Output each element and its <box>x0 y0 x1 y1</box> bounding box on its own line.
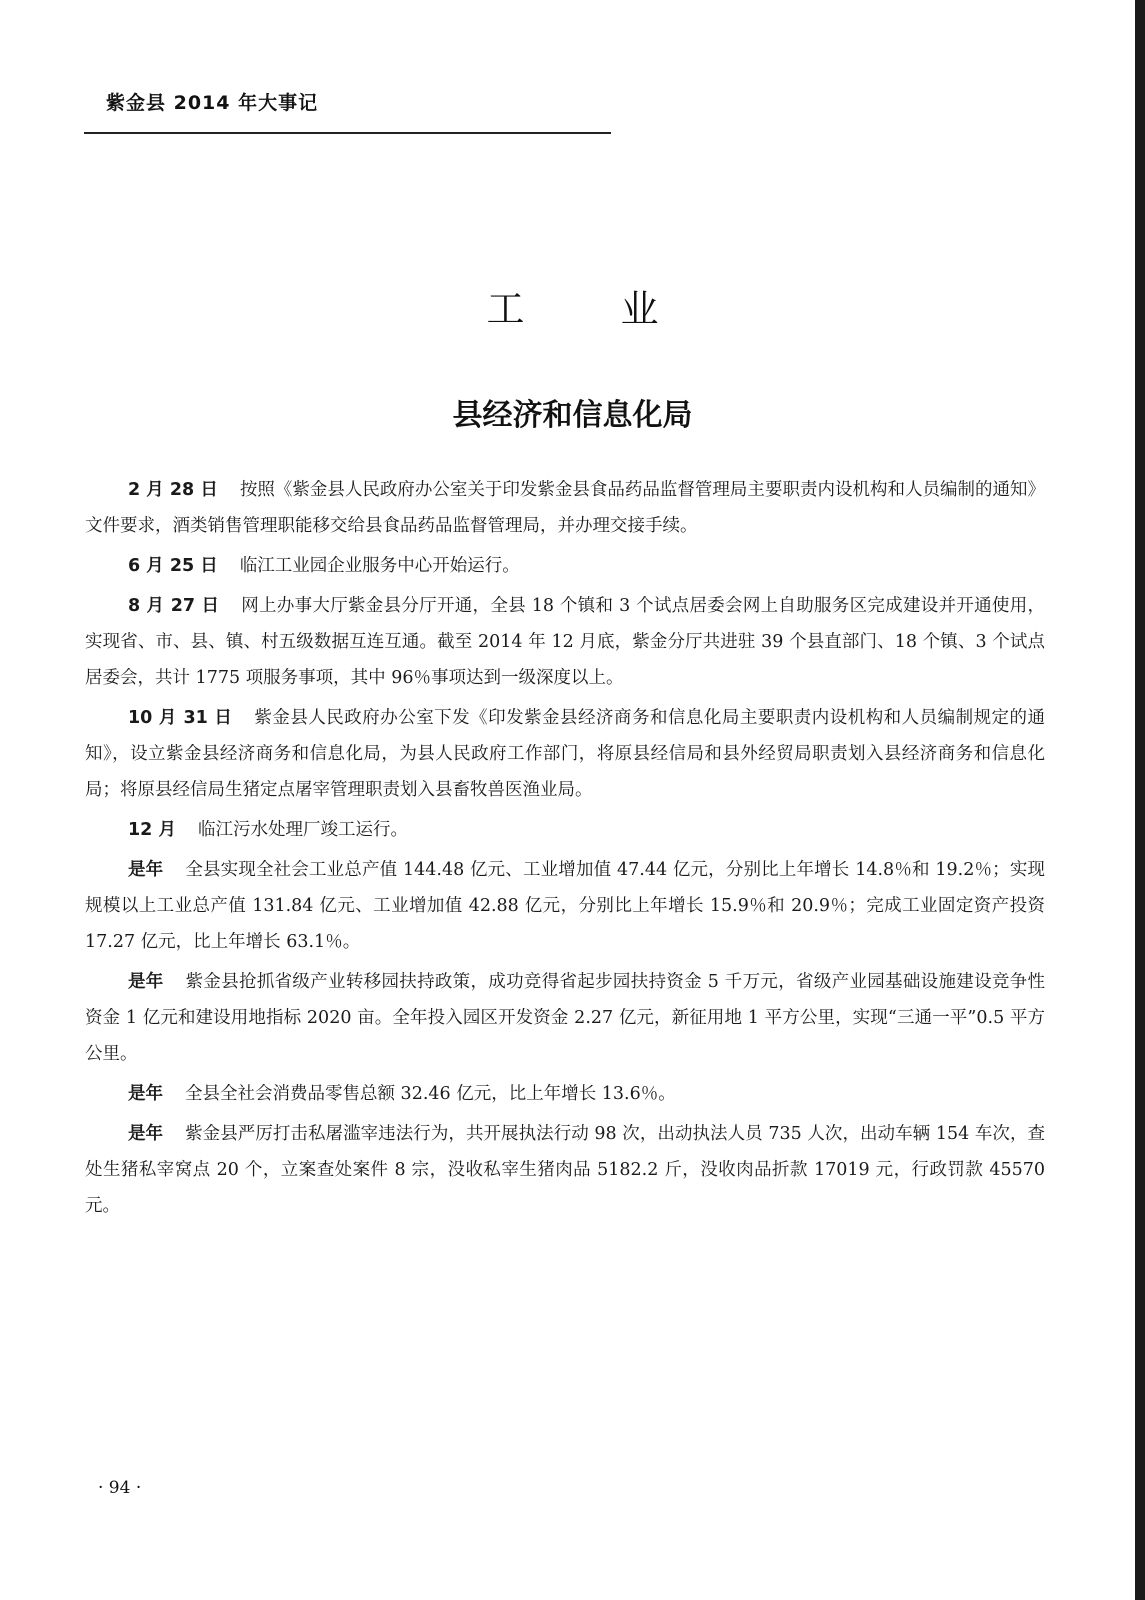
entry-date: 10 月 31 日 <box>128 708 233 728</box>
entry-paragraph <box>85 812 1045 848</box>
body-text <box>85 472 1045 1228</box>
entry-text: 按照《紫金县人民政府办公室关于印发紫金县食品药品监督管理局主要职责内设机构和人员编制的通知》文件要求，酒类销售管理职能移交给县食品药品监督管理局，并办理交接手续。 <box>85 480 1045 536</box>
entry-date: 6 月 25 日 <box>128 556 218 576</box>
entry-text: 网上办事大厅紫金县分厅开通，全县 18 个镇和 3 个试点居委会网上自助服务区完成建设并开通使用，实现省、市、县、镇、村五级数据互连互通。截至 2014 年 12 月底，紫金分厅共进驻 39 个县直部门、18 个镇、3 个试点居委会，共计 1775 项服务事项，其中 96％事项达到一级深度以上。 <box>85 596 1045 688</box>
running-header-title: 紫金县 2014 年大事记 <box>106 92 319 114</box>
entry-date: 是年 <box>128 860 164 880</box>
entry-text: 全县实现全社会工业总产值 144.48 亿元、工业增加值 47.44 亿元，分别比上年增长 14.8％和 19.2％；实现规模以上工业总产值 131.84 亿元、工业增加值 42.88 亿元，分别比上年增长 15.9％和 20.9％；完成工业固定资产投资 17.27 亿元，比上年增长 63.1％。 <box>85 860 1045 952</box>
entry-text: 临江污水处理厂竣工运行。 <box>197 820 408 840</box>
entry-paragraph <box>85 964 1045 1072</box>
entry-date: 8 月 27 日 <box>128 596 220 616</box>
entry-text: 紫金县严厉打击私屠滥宰违法行为，共开展执法行动 98 次，出动执法人员 735 人次，出动车辆 154 车次，查处生猪私宰窝点 20 个，立案查处案件 8 宗，没收私宰生猪肉品 5182.2 斤，没收肉品折款 17019 元，行政罚款 45570 元。 <box>85 1124 1045 1216</box>
entry-paragraph <box>85 852 1045 960</box>
entry-text: 紫金县抢抓省级产业转移园扶持政策，成功竞得省起步园扶持资金 5 千万元，省级产业园基础设施建设竞争性资金 1 亿元和建设用地指标 2020 亩。全年投入园区开发资金 2.27 亿元，新征用地 1 平方公里，实现“三通一平”0.5 平方公里。 <box>85 972 1045 1064</box>
entry-date: 是年 <box>128 1084 163 1104</box>
entry-text: 全县全社会消费品零售总额 32.46 亿元，比上年增长 13.6％。 <box>185 1084 676 1104</box>
entry-paragraph <box>85 1076 1045 1112</box>
page-number: · 94 · <box>98 1478 142 1498</box>
entry-paragraph <box>85 548 1045 584</box>
entry-text: 临江工业园企业服务中心开始运行。 <box>239 556 520 576</box>
entry-date: 12 月 <box>128 820 176 840</box>
entry-paragraph <box>85 700 1045 808</box>
entry-date: 是年 <box>128 1124 164 1144</box>
entry-paragraph <box>85 588 1045 696</box>
entry-date: 是年 <box>128 972 164 992</box>
scan-edge-shadow <box>1135 0 1145 1600</box>
header-rule <box>84 132 611 134</box>
entry-date: 2 月 28 日 <box>128 480 218 500</box>
section-title: 工业 <box>486 287 755 331</box>
entry-paragraph <box>85 1116 1045 1224</box>
entry-paragraph <box>85 472 1045 544</box>
organization-title: 县经济和信息化局 <box>452 398 693 433</box>
entry-text: 紫金县人民政府办公室下发《印发紫金县经济商务和信息化局主要职责内设机构和人员编制规定的通知》，设立紫金县经济商务和信息化局，为县人民政府工作部门，将原县经信局和县外经贸局职责划入县经济商务和信息化局；将原县经信局生猪定点屠宰管理职责划入县畜牧兽医渔业局。 <box>85 708 1046 800</box>
